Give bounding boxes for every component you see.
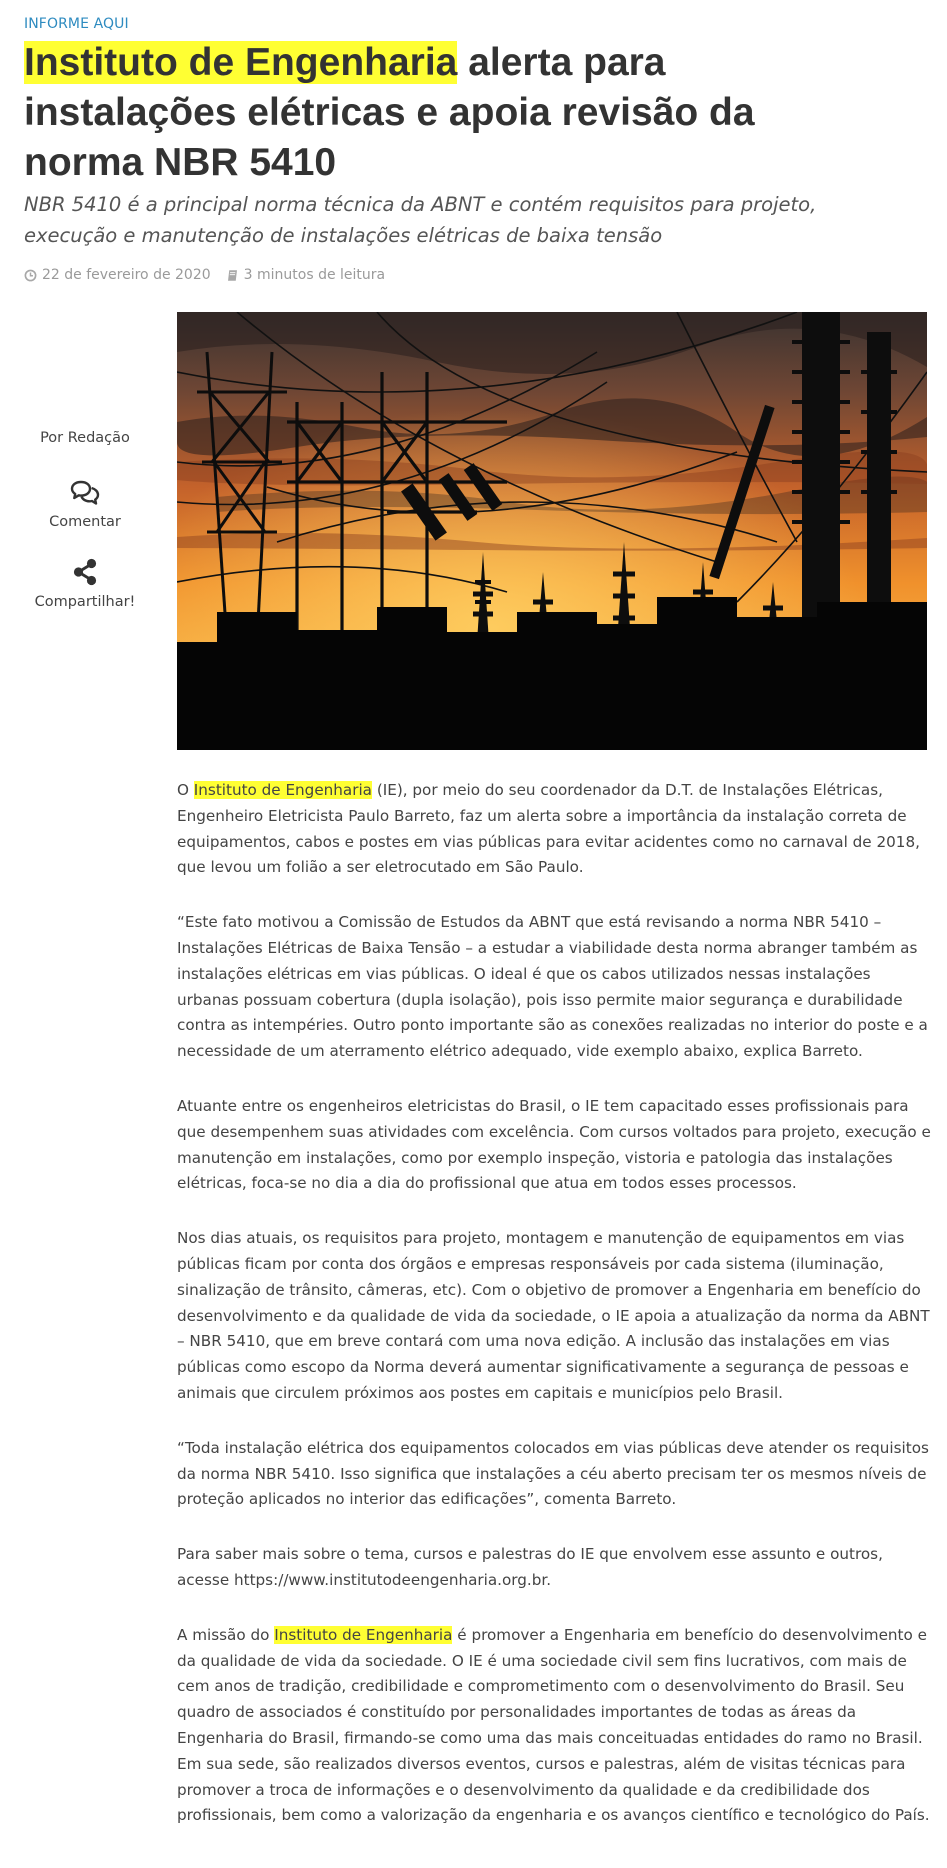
share-button[interactable] — [20, 558, 150, 610]
publish-date: 22 de fevereiro de 2020 — [42, 267, 211, 283]
author-name: Por Redação — [40, 430, 130, 446]
comment-icon — [70, 480, 100, 506]
p1-text: (IE), por meio do seu coordenador da D.T. de Instalações Elétricas, Engenheiro Eletricista Paulo Barreto, faz um alerta sobre a importância da instalação correta de equipamentos, cabos e postes em vias públicas para evitar acidentes como no carnaval de 2018, que levou um folião a ser eletrocutado em São Paulo. — [177, 781, 920, 877]
org-highlight: Instituto de Engenharia — [274, 1625, 453, 1644]
paragraph-5: “Toda instalação elétrica dos equipamentos colocados em vias públicas deve atender os requisitos da norma NBR 5410. Isso significa que instalações a céu aberto precisam ter os mesmos níveis de proteção aplicados no interior das edificações”, comenta Barreto. — [177, 1438, 929, 1509]
paragraph-4: Nos dias atuais, os requisitos para projeto, montagem e manutenção de equipamentos em vias públicas ficam por conta dos órgãos e empresas responsáveis por cada sistema (iluminação, sinalização de trânsito, câmeras, etc). Com o objetivo de promover a Engenharia em benefício do desenvolvimento e da qualidade de vida da sociedade, o IE apoia a atualização da norma da ABNT – NBR 5410, que em breve contará com uma nova edição. A inclusão das instalações em vias públicas como escopo da Norma deverá aumentar significativamente a segurança de pessoas e animais que circulem próximos aos postes em capitais e municípios pelo Brasil. — [177, 1229, 930, 1402]
paragraph-2: “Este fato motivou a Comissão de Estudos da ABNT que está revisando a norma NBR 5410 – Instalações Elétricas de Baixa Tensão – a estudar a viabilidade desta norma abranger também as instalações elétricas em vias públicas. O ideal é que os cabos utilizados nessas instalações urbanas possuam cobertura (dupla isolação), pois isso permite maior segurança e durabilidade contra as intempéries. Outro ponto importante são as conexões realizadas no interior do poste e a necessidade de um aterramento elétrico adequado, vide exemplo abaixo, explica Barreto. — [177, 913, 928, 1061]
section-link[interactable]: INFORME AQUI — [24, 16, 129, 32]
share-label: Compartilhar! — [34, 594, 136, 610]
p7-text: é promover a Engenharia em benefício do desenvolvimento e da qualidade de vida da sociedade. O IE é uma sociedade civil sem fins lucrativos, com mais de cem anos de tradição, credibilidade e comprometimento com o desenvolvimento do Brasil. Seu quadro de associados é constituído por personalidades importantes de todas as áreas da Engenharia do Brasil, firmando-se como uma das mais conceituadas entidades do ramo no Brasil. Em sua sede, são realizados diversos eventos, cursos e palestras, além de visitas técnicas para promover a troca de informações e o desenvolvimento da qualidade e da credibilidade dos profissionais, bem como a valorização da engenharia e os avanços científico e tecnológico do País. — [177, 1625, 930, 1825]
page-title — [24, 38, 884, 188]
comment-label: Comentar — [49, 514, 121, 530]
page-subtitle: NBR 5410 é a principal norma técnica da ABNT e contém requisitos para projeto, execução e manutenção de instalações elétricas de baixa tensão — [24, 193, 817, 247]
paragraph-1 — [177, 778, 937, 881]
title-highlight: Instituto de Engenharia — [24, 41, 458, 84]
paragraph-7 — [177, 1623, 937, 1829]
clock-icon — [24, 269, 37, 282]
hero-image — [177, 312, 927, 750]
paragraph-6: Para saber mais sobre o tema, cursos e palestras do IE que envolvem esse assunto e outros, acesse https://www.institutodeengenharia.org.br. — [177, 1545, 883, 1589]
read-time: 3 minutos de leitura — [243, 267, 386, 283]
p7-prefix: A missão do — [177, 1625, 275, 1644]
book-icon — [226, 269, 239, 282]
paragraph-3: Atuante entre os engenheiros eletricistas do Brasil, o IE tem capacitado esses profissionais para que desempenhem suas atividades com excelência. Com cursos voltados para projeto, execução e manutenção em instalações, como por exemplo inspeção, vistoria e patologia das instalações elétricas, foca-se no dia a dia do profissional que atua em todos esses processos. — [177, 1096, 931, 1193]
title-rest: alerta para instalações elétricas e apoia revisão da norma NBR 5410 — [24, 41, 755, 184]
org-highlight: Instituto de Engenharia — [193, 781, 372, 799]
p1-prefix: O — [177, 781, 194, 799]
comment-button[interactable] — [20, 480, 150, 530]
article-meta — [24, 267, 385, 283]
share-icon — [72, 558, 98, 586]
article-body — [177, 778, 937, 1858]
